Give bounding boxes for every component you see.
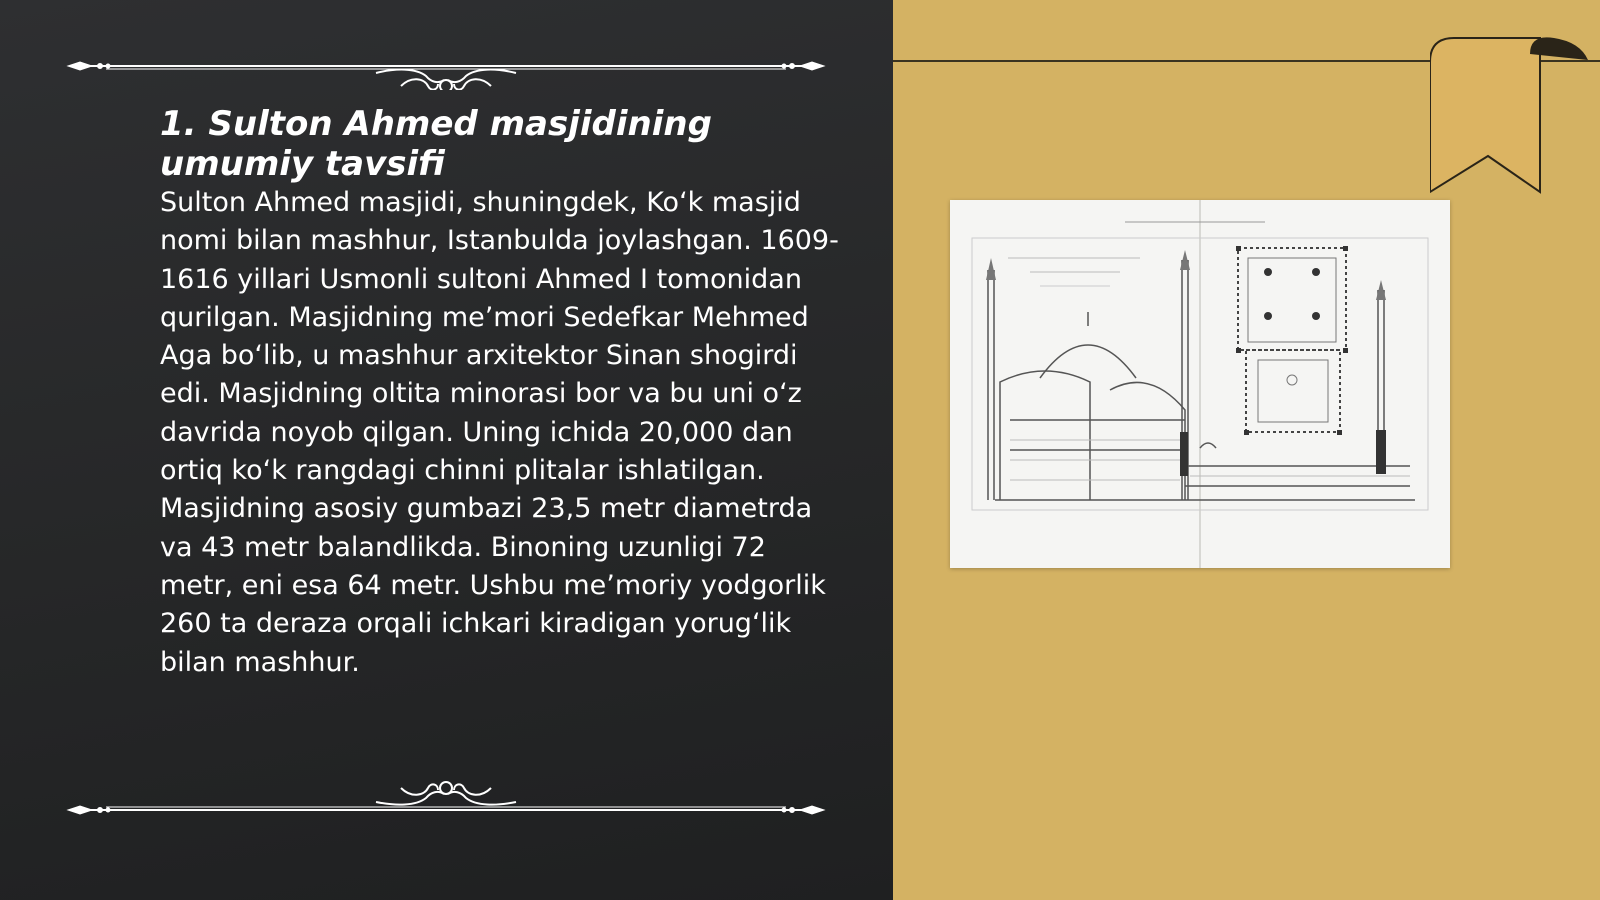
bottom-ornament-icon [66,772,826,822]
slide-body-text: Sulton Ahmed masjidi, shuningdek, Ko‘k masjid nomi bilan mashhur, Istanbulda joylashgan. 1609-1616 yillari Usmonli sultoni Ahmed I tomonidan qurilgan. Masjidning me’mori Sedefkar Mehmed Aga bo‘lib, u mashhur arxitektor Sinan shogirdi edi. Masjidning oltita minorasi bor va bu uni o‘z davrida noyob qilgan. Uning ichida 20,000 dan ortiq ko‘k rangdagi chinni plitalar ishlatilgan. Masjidning asosiy gumbazi 23,5 metr diametrda va 43 metr balandlikda. Binoning uzunligi 72 metr, eni esa 64 metr. Ushbu me’moriy yodgorlik 260 ta deraza orqali ichkari kiradigan yorug‘lik bilan mashhur. [160,187,839,678]
mosque-drawing-image [950,200,1450,568]
bookmark-ribbon-icon [1430,34,1600,204]
mosque-architectural-drawing-icon [950,200,1450,568]
slide-title: 1. Sulton Ahmed masjidining umumiy tavsifi [160,104,712,184]
top-ornament-icon [66,40,826,90]
